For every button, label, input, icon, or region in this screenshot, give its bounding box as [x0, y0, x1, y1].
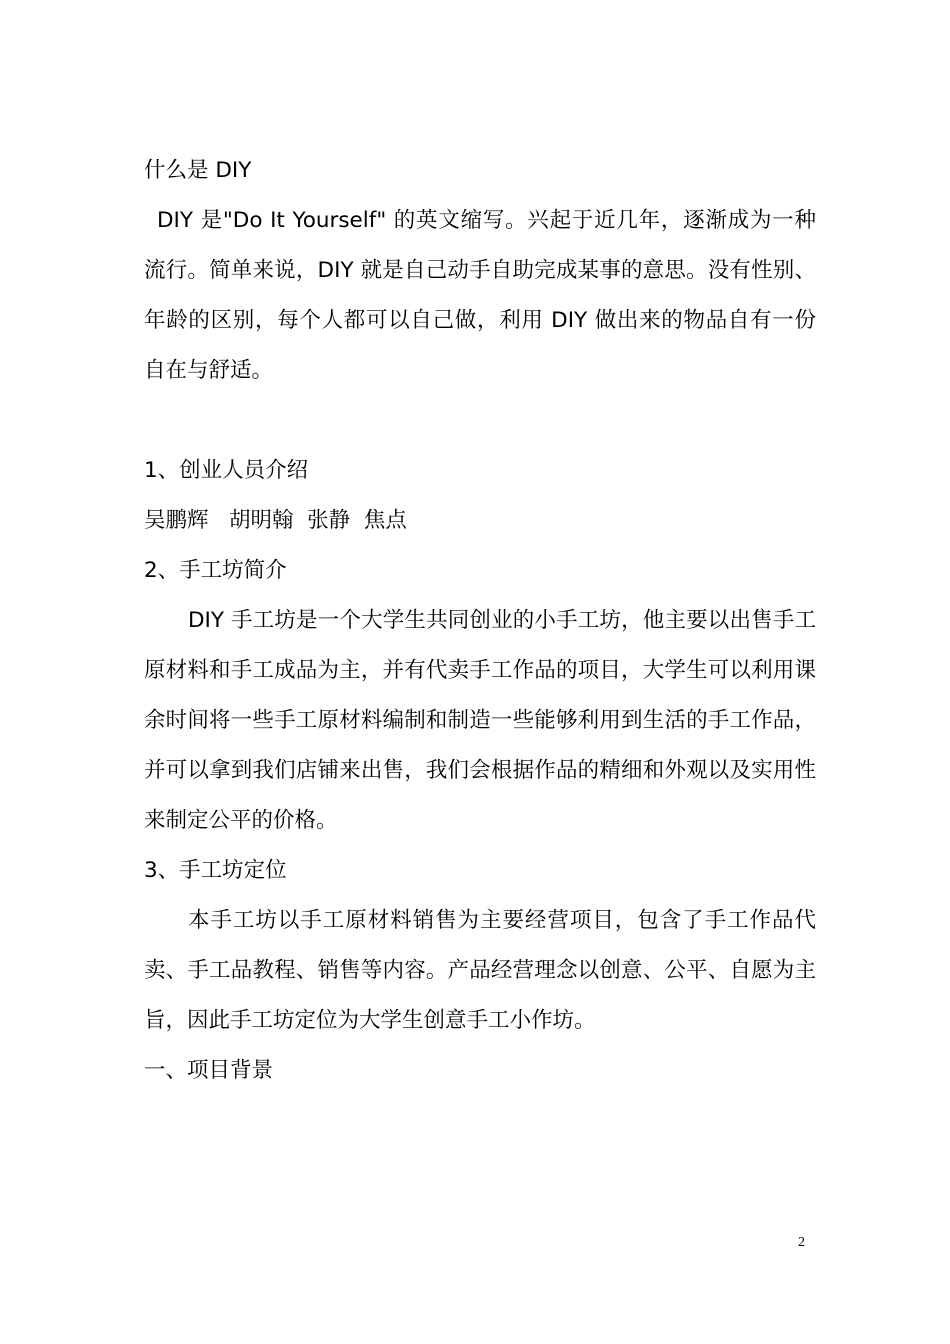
document-body	[144, 146, 816, 1096]
blank-line	[144, 396, 816, 446]
section-one-title: 一、项目背景	[144, 1058, 274, 1083]
section-1-title: 1、创业人员介绍	[144, 458, 309, 483]
intro-paragraph: DIY 是"Do It Yourself" 的英文缩写。兴起于近几年，逐渐成为一种流行。简单来说，DIY 就是自己动手自助完成某事的意思。没有性别、年龄的区别，每个人都可以自己做，利用 DIY 做出来的物品自有一份自在与舒适。	[144, 208, 816, 383]
section-3-title: 3、手工坊定位	[144, 858, 287, 883]
section-3-body: 本手工坊以手工原材料销售为主要经营项目，包含了手工作品代卖、手工品教程、销售等内容。产品经营理念以创意、公平、自愿为主旨，因此手工坊定位为大学生创意手工小作坊。	[144, 908, 816, 1033]
section-2-body: DIY 手工坊是一个大学生共同创业的小手工坊，他主要以出售手工原材料和手工成品为主，并有代卖手工作品的项目，大学生可以利用课余时间将一些手工原材料编制和制造一些能够利用到生活的手工作品，并可以拿到我们店铺来出售，我们会根据作品的精细和外观以及实用性来制定公平的价格。	[144, 608, 816, 833]
heading-what-is-diy: 什么是 DIY	[144, 158, 252, 183]
section-1-members: 吴鹏辉 胡明翰 张静 焦点	[144, 508, 407, 533]
section-2-title: 2、手工坊简介	[144, 558, 287, 583]
page-number: 2	[798, 1235, 805, 1250]
